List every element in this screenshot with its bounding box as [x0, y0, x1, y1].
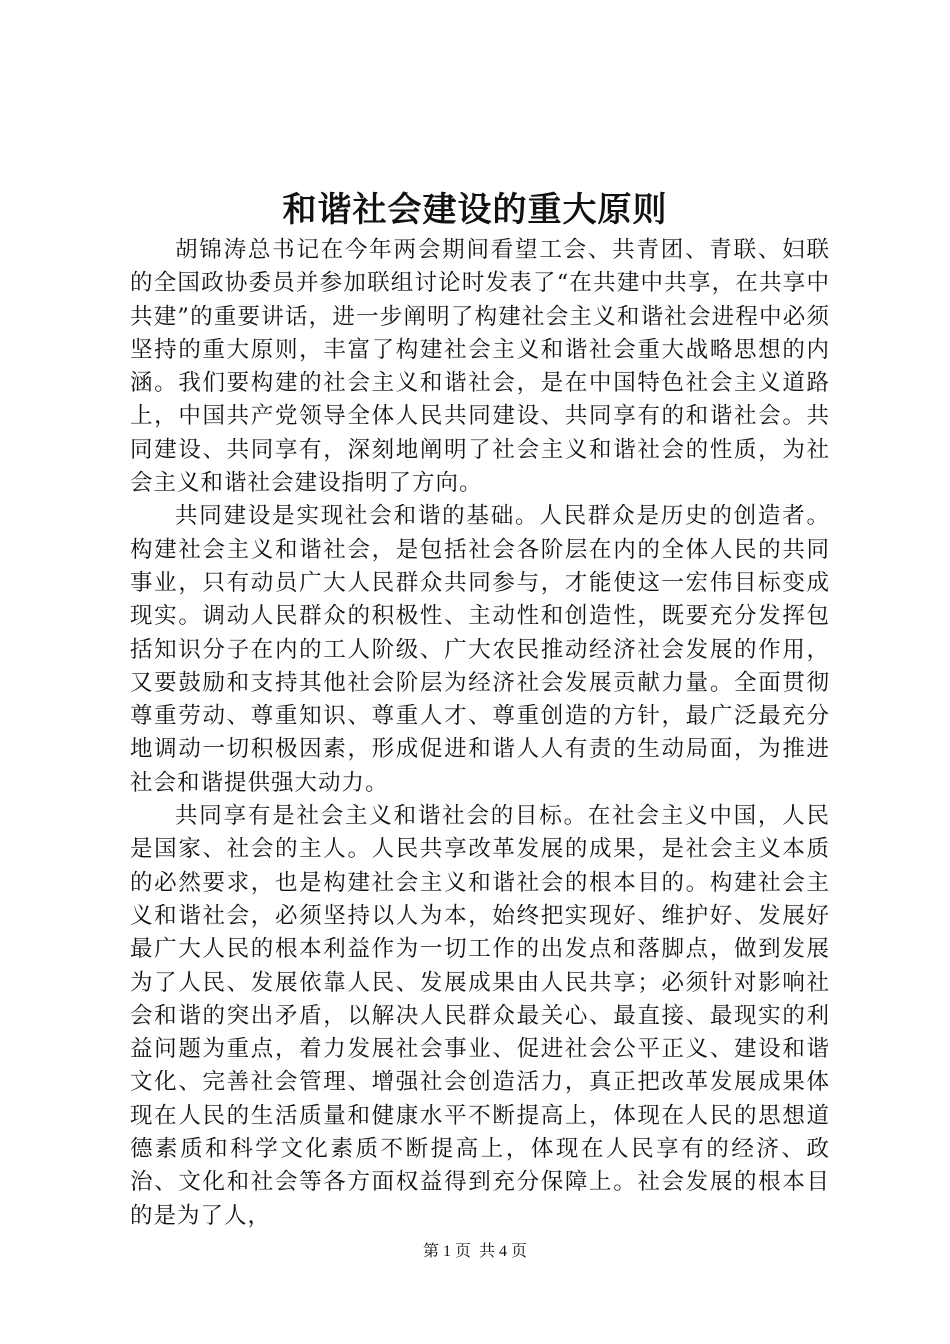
paragraph-2: 共同建设是实现社会和谐的基础。人民群众是历史的创造者。构建社会主义和谐社会，是包括社会各阶层在内的全体人民的共同事业，只有动员广大人民群众共同参与，才能使这一宏伟目标变成现实。调动人民群众的积极性、主动性和创造性，既要充分发挥包括知识分子在内的工人阶级、广大农民推动经济社会发展的作用，又要鼓励和支持其他社会阶层为经济社会发展贡献力量。全面贯彻尊重劳动、尊重知识、尊重人才、尊重创造的方针，最广泛最充分地调动一切积极因素，形成促进和谐人人有责的生动局面，为推进社会和谐提供强大动力。 — [130, 503, 830, 796]
document-title: 和谐社会建设的重大原则 — [282, 190, 668, 230]
page-footer — [0, 1240, 950, 1264]
page-number: 第 1 页 共 4 页 — [422, 1243, 527, 1260]
paragraph-1: 胡锦涛总书记在今年两会期间看望工会、共青团、青联、妇联的全国政协委员并参加联组讨论时发表了“在共建中共享，在共享中共建”的重要讲话，进一步阐明了构建社会主义和谐社会进程中必须坚持的重大原则，丰富了构建社会主义和谐社会重大战略思想的内涵。我们要构建的社会主义和谐社会，是在中国特色社会主义道路上，中国共产党领导全体人民共同建设、共同享有的和谐社会。共同建设、共同享有，深刻地阐明了社会主义和谐社会的性质，为社会主义和谐社会建设指明了方向。 — [130, 237, 830, 497]
paragraph-3: 共同享有是社会主义和谐社会的目标。在社会主义中国，人民是国家、社会的主人。人民共享改革发展的成果，是社会主义本质的必然要求，也是构建社会主义和谐社会的根本目的。构建社会主义和谐社会，必须坚持以人为本，始终把实现好、维护好、发展好最广大人民的根本利益作为一切工作的出发点和落脚点，做到发展为了人民、发展依靠人民、发展成果由人民共享；必须针对影响社会和谐的突出矛盾，以解决人民群众最关心、最直接、最现实的利益问题为重点，着力发展社会事业、促进社会公平正义、建设和谐文化、完善社会管理、增强社会创造活力，真正把改革发展成果体现在人民的生活质量和健康水平不断提高上，体现在人民的思想道德素质和科学文化素质不断提高上，体现在人民享有的经济、政治、文化和社会等各方面权益得到充分保障上。社会发展的根本目的是为了人， — [130, 803, 830, 1229]
document-body — [130, 234, 830, 1233]
